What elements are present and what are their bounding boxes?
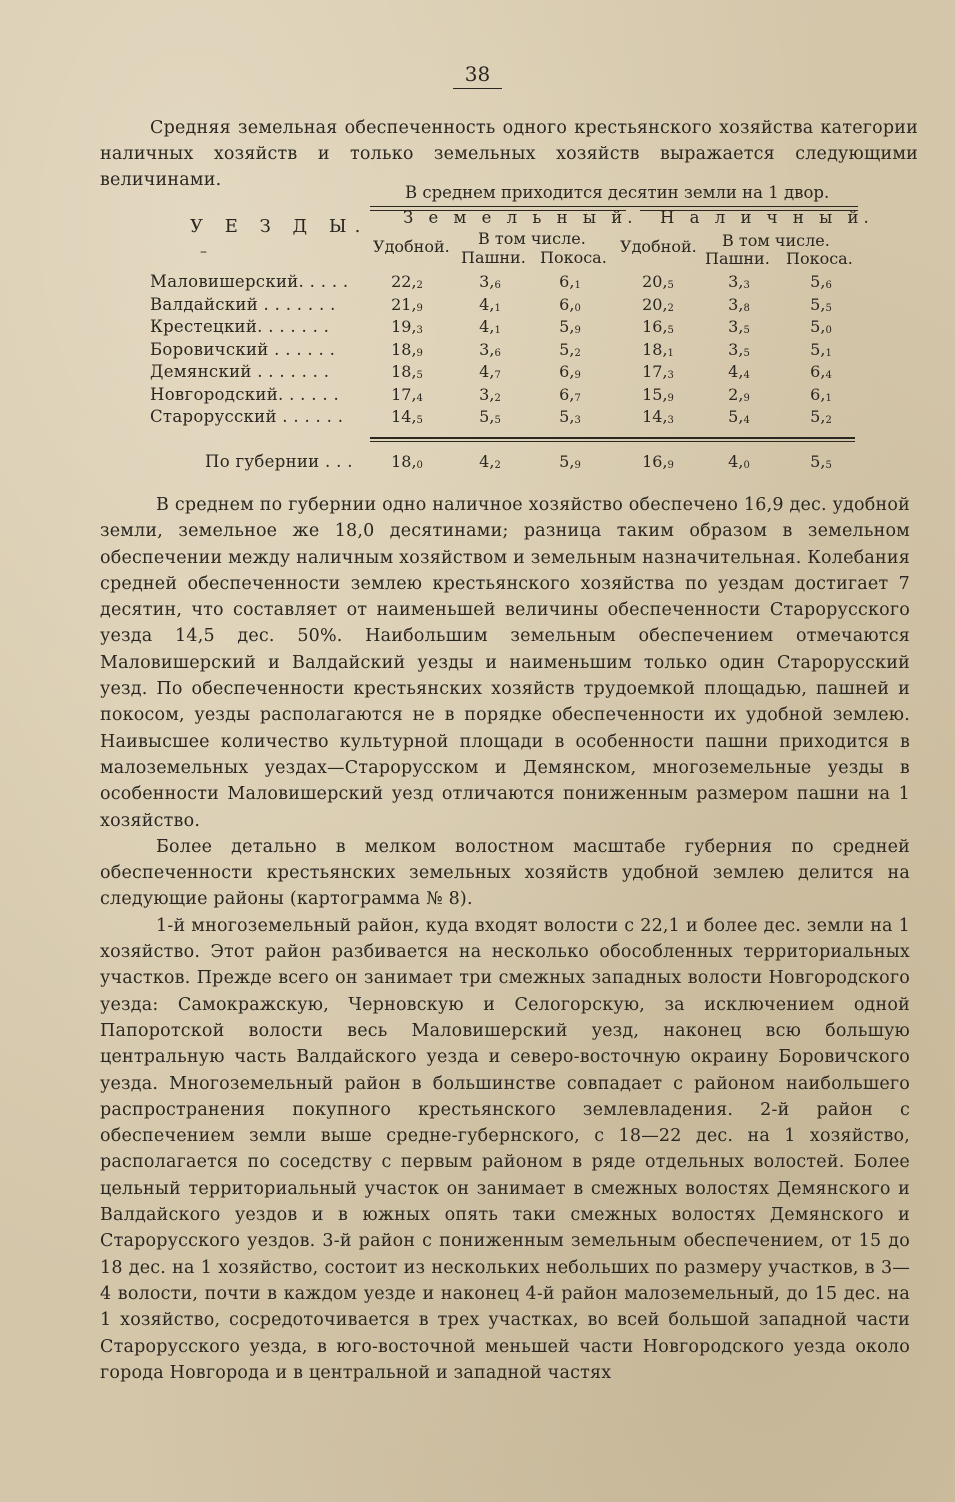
row-label: Крестецкий. . . . . . .: [150, 317, 330, 336]
total-cell: $16,_9$: [642, 452, 674, 471]
table-cell: $4,_7$: [479, 362, 501, 381]
table-cell: $5,_9$: [559, 317, 581, 336]
table-cell: $5,_3$: [559, 407, 581, 426]
table-cell: $3,_6$: [479, 272, 501, 291]
body-text: [100, 492, 910, 1386]
table-cell: $6,_1$: [810, 384, 832, 404]
table-cell: $6,_4$: [810, 362, 832, 381]
table-cell: $17,_4$: [391, 384, 423, 404]
paragraph-3: 1-й многоземельный район, куда входят волости с 22,1 и более дес. земли на 1 хозяйство. Этот район разбивается на несколько обособленных территориальных участков. Прежде всего он занимает три смежных западных волости Новгородского уезда: Самокражскую, Черновскую и Селогорскую, за исключением одной Папоротской волости весь Маловишерский уезд, наконец всю большую центральную часть Валдайского уезда и северо-восточную окраину Боровичского уезда. Многоземельный район в большинстве совпадает с районом наибольшего распространения покупного крестьянского землевладения. 2-й район с обеспечением земли выше средне-губернского, с 18—22 дес. на 1 хозяйство, располагается по соседству с первым районом в ряде отдельных волостей. Более цельный территориальный участок он занимает в смежных волостях Демянского и Валдайского уездов и в южных опять таки смежных волостях Демянского и Старорусского уездов. 3-й район с пониженным земельным обеспечением, от 15 до 18 дес. на 1 хозяйство, состоит из нескольких небольших по размеру участков, в 3—4 волости, почти в каждом уезде и наконец 4-й район малоземельный, до 15 дес. на 1 хозяйство, сосредоточивается в трех участках, во всей большой западной части Старорусского уезда, в юго-восточной меньшей части Новгородского уезда около города Новгорода и в центральной и западной частях: [100, 915, 910, 1383]
group-zemelny: З е м е л ь н ы й.: [403, 208, 638, 227]
table-cell: $19,_3$: [391, 317, 423, 336]
table-cell: $2,_9$: [728, 384, 750, 404]
col-vtom-zem: В том числе.: [478, 229, 586, 248]
table-cell: $6,_1$: [559, 272, 581, 291]
total-cell: $4,_0$: [728, 452, 750, 471]
col-vtom-nal: В том числе.: [722, 231, 830, 250]
total-row-label: По губернии . . .: [205, 452, 353, 471]
table-cell: $17,_3$: [642, 362, 674, 381]
total-rule: [370, 437, 855, 439]
paragraph-2: Более детально в мелком волостном масштабе губерния по средней обеспеченности крестьянских земельных хозяйств удобной землею делится на следующие районы (картограмма № 8).: [100, 836, 910, 910]
table-cell: $14,_3$: [642, 407, 674, 426]
table-cell: $18,_9$: [391, 339, 423, 359]
table-cell: $5,_5$: [810, 294, 832, 314]
col-pashni-nal: Пашни.: [705, 249, 770, 268]
header-rule: [370, 206, 858, 207]
col-pashni-zem: Пашни.: [461, 248, 526, 267]
table-cell: $18,_5$: [391, 362, 423, 381]
row-label: Старорусский . . . . . .: [150, 407, 344, 426]
row-label: Боровичский . . . . . .: [150, 339, 336, 359]
table-cell: $5,_2$: [810, 407, 832, 426]
group-nalichny: Н а л и ч н ы й.: [660, 208, 874, 227]
table-cell: $6,_7$: [559, 384, 581, 404]
total-cell: $5,_5$: [810, 452, 832, 471]
table-cell: $3,_6$: [479, 339, 501, 359]
col-pokosa-nal: Покоса.: [786, 249, 853, 268]
table-cell: $14,_5$: [391, 407, 423, 426]
col-pokosa-zem: Покоса.: [540, 248, 607, 267]
table-cell: $3,_5$: [728, 317, 750, 336]
table-cell: $3,_5$: [728, 339, 750, 359]
col-udobnoi-zem: Удобной.: [373, 237, 450, 256]
table-cell: $5,_0$: [810, 317, 832, 336]
table-cell: $3,_2$: [479, 384, 501, 404]
row-label: Валдайский . . . . . . .: [150, 294, 336, 314]
table-cell: $21,_9$: [391, 294, 423, 314]
col-uezdy: У Е З Д Ы.: [190, 216, 369, 237]
row-label: Маловишерский. . . . .: [150, 272, 349, 291]
table-cell: $6,_0$: [559, 294, 581, 314]
table-cell: $16,_5$: [642, 317, 674, 336]
table-cell: $22,_2$: [391, 272, 423, 291]
table-cell: $3,_3$: [728, 272, 750, 291]
total-cell: $4,_2$: [479, 452, 501, 471]
table-cell: $4,_1$: [479, 294, 501, 314]
table-cell: $4,_4$: [728, 362, 750, 381]
table-cell: $3,_8$: [728, 294, 750, 314]
table-header-span: В среднем приходится десятин земли на 1 двор.: [405, 183, 830, 202]
col-udobnoi-nal: Удобной.: [620, 237, 697, 256]
total-cell: $5,_9$: [559, 452, 581, 471]
total-cell: $18,_0$: [391, 452, 423, 471]
table-cell: $5,_6$: [810, 272, 832, 291]
table-cell: $6,_9$: [559, 362, 581, 381]
land-table: [0, 0, 955, 480]
intro-paragraph: Средняя земельная обеспеченность одного крестьянского хозяйства категории наличных хозяйств и только земельных хозяйств выражается следующими величинами.: [100, 118, 918, 190]
table-cell: $5,_2$: [559, 339, 581, 359]
table-cell: $18,_1$: [642, 339, 674, 359]
row-label: Демянский . . . . . . .: [150, 362, 330, 381]
dash-mark: –: [200, 244, 207, 260]
table-cell: $4,_1$: [479, 317, 501, 336]
total-rule-2: [370, 441, 855, 442]
page-number: 38: [0, 62, 955, 89]
table-cell: $20,_5$: [642, 272, 674, 291]
table-cell: $20,_2$: [642, 294, 674, 314]
row-label: Новгородский. . . . . .: [150, 384, 339, 404]
paragraph-1: В среднем по губернии одно наличное хозяйство обеспечено 16,9 дес. удобной земли, земельное же 18,0 десятинами; разница таким образом в земельном обеспечении между наличным хозяйством и земельным назначительная. Колебания средней обеспеченности землею крестьянского хозяйства по уездам достигает 7 десятин, что составляет от наименьшей величины обеспеченности Старорусского уезда 14,5 дес. 50%. Наибольшим земельным обеспечением отмечаются Маловишерский и Валдайский уезды и наименьшим только один Старорусский уезд. По обеспеченности крестьянских хозяйств трудоемкой площадью, пашней и покосом, уезды располагаются не в порядке обеспеченности их удобной землею. Наивысшее количество культурной площади в особенности пашни приходится в малоземельных уездах—Старорусском и Демянском, многоземельные уезды в особенности Маловишерский уезд отличаются пониженным размером пашни на 1 хозяйство.: [100, 495, 910, 831]
table-cell: $5,_4$: [728, 407, 750, 426]
table-cell: $5,_1$: [810, 339, 832, 359]
table-cell: $5,_5$: [479, 407, 501, 426]
table-cell: $15,_9$: [642, 384, 674, 404]
